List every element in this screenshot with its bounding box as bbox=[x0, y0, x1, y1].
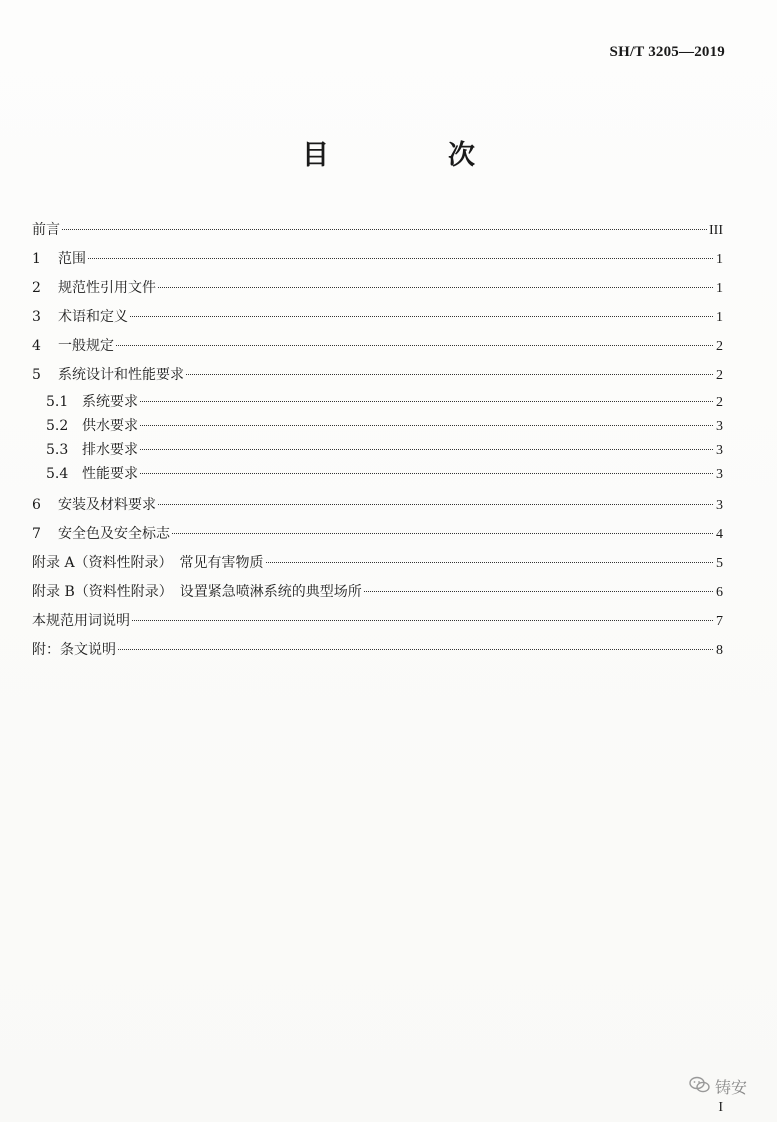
toc-entry-number: 6 bbox=[32, 497, 41, 513]
toc-entry-label: 附录 A（资料性附录） 常见有害物质 bbox=[32, 555, 264, 571]
watermark-text: 铸安 bbox=[714, 1078, 747, 1097]
dot-leader bbox=[266, 562, 713, 563]
toc-entry[interactable] bbox=[32, 245, 723, 274]
toc-entry-label: 前言 bbox=[32, 222, 60, 238]
toc-entry-page: 8 bbox=[716, 643, 723, 658]
toc-entry-label: 附录 B（资料性附录） 设置紧急喷淋系统的典型场所 bbox=[32, 584, 362, 600]
toc-entry[interactable] bbox=[32, 520, 723, 549]
toc-entry-number: 4 bbox=[32, 338, 41, 354]
toc-entry-number: 7 bbox=[32, 526, 41, 542]
toc-entry-label: 安全色及安全标志 bbox=[58, 526, 170, 542]
toc-entry-page: 1 bbox=[716, 252, 723, 267]
toc-entry[interactable] bbox=[32, 332, 723, 361]
toc-entry[interactable] bbox=[32, 414, 723, 438]
toc-entry-page: 3 bbox=[716, 419, 723, 434]
toc-entry-page: 3 bbox=[716, 443, 723, 458]
toc-entry-label: 本规范用词说明 bbox=[32, 613, 130, 629]
toc-entry-label: 性能要求 bbox=[82, 466, 138, 482]
dot-leader bbox=[140, 449, 713, 450]
toc-entry-number: 3 bbox=[32, 309, 41, 325]
toc-entry-page: 1 bbox=[716, 281, 723, 296]
dot-leader bbox=[140, 401, 713, 402]
toc-entry[interactable] bbox=[32, 303, 723, 332]
toc-entry-page: 5 bbox=[716, 556, 723, 571]
toc-entry[interactable] bbox=[32, 390, 723, 414]
toc-entry[interactable] bbox=[32, 578, 723, 607]
dot-leader bbox=[364, 591, 713, 592]
dot-leader bbox=[158, 287, 713, 288]
toc-entry[interactable] bbox=[32, 216, 723, 245]
toc-entry-page: 3 bbox=[716, 467, 723, 482]
toc-entry[interactable] bbox=[32, 607, 723, 636]
toc-entry-number: 2 bbox=[32, 280, 41, 296]
toc-entry-label: 安装及材料要求 bbox=[58, 497, 156, 513]
page-number: I bbox=[718, 1100, 723, 1115]
dot-leader bbox=[186, 374, 713, 375]
toc-entry-label: 一般规定 bbox=[58, 338, 114, 354]
dot-leader bbox=[116, 345, 713, 346]
dot-leader bbox=[118, 649, 713, 650]
toc-entry[interactable] bbox=[32, 438, 723, 462]
toc-entry-label: 范围 bbox=[58, 251, 86, 267]
toc-entry-label: 供水要求 bbox=[82, 418, 138, 434]
toc-entry-page: III bbox=[709, 223, 723, 238]
toc-entry-label: 附：条文说明 bbox=[32, 642, 116, 658]
standard-code: SH/T 3205—2019 bbox=[609, 44, 725, 60]
toc-entry-label: 系统设计和性能要求 bbox=[58, 367, 184, 383]
toc-entry-number: 5.2 bbox=[46, 418, 69, 434]
toc-entry-page: 1 bbox=[716, 310, 723, 325]
toc-entry-page: 3 bbox=[716, 498, 723, 513]
toc-entry-label: 规范性引用文件 bbox=[58, 280, 156, 296]
toc-entry-page: 7 bbox=[716, 614, 723, 629]
toc-entry-number: 5 bbox=[32, 367, 41, 383]
wechat-icon bbox=[689, 1076, 711, 1098]
dot-leader bbox=[132, 620, 713, 621]
toc-entry-number: 5.4 bbox=[46, 466, 69, 482]
table-of-contents bbox=[32, 216, 723, 665]
dot-leader bbox=[140, 425, 713, 426]
toc-entry-number: 5.3 bbox=[46, 442, 69, 458]
toc-entry-label: 系统要求 bbox=[82, 394, 138, 410]
toc-entry[interactable] bbox=[32, 361, 723, 390]
dot-leader bbox=[62, 229, 707, 230]
toc-entry-page: 2 bbox=[716, 395, 723, 410]
dot-leader bbox=[158, 504, 713, 505]
toc-entry-page: 2 bbox=[716, 368, 723, 383]
page-title: 目 次 bbox=[302, 140, 521, 171]
toc-entry-label: 排水要求 bbox=[82, 442, 138, 458]
dot-leader bbox=[88, 258, 713, 259]
toc-entry[interactable] bbox=[32, 274, 723, 303]
toc-entry[interactable] bbox=[32, 491, 723, 520]
watermark bbox=[689, 1075, 747, 1098]
toc-entry-number: 1 bbox=[32, 251, 41, 267]
toc-entry-label: 术语和定义 bbox=[58, 309, 128, 325]
dot-leader bbox=[172, 533, 713, 534]
toc-entry[interactable] bbox=[32, 549, 723, 578]
toc-entry[interactable] bbox=[32, 636, 723, 665]
toc-entry-page: 2 bbox=[716, 339, 723, 354]
toc-entry[interactable] bbox=[32, 462, 723, 486]
toc-entry-page: 4 bbox=[716, 527, 723, 542]
toc-entry-number: 5.1 bbox=[46, 394, 69, 410]
dot-leader bbox=[130, 316, 713, 317]
toc-entry-page: 6 bbox=[716, 585, 723, 600]
dot-leader bbox=[140, 473, 713, 474]
